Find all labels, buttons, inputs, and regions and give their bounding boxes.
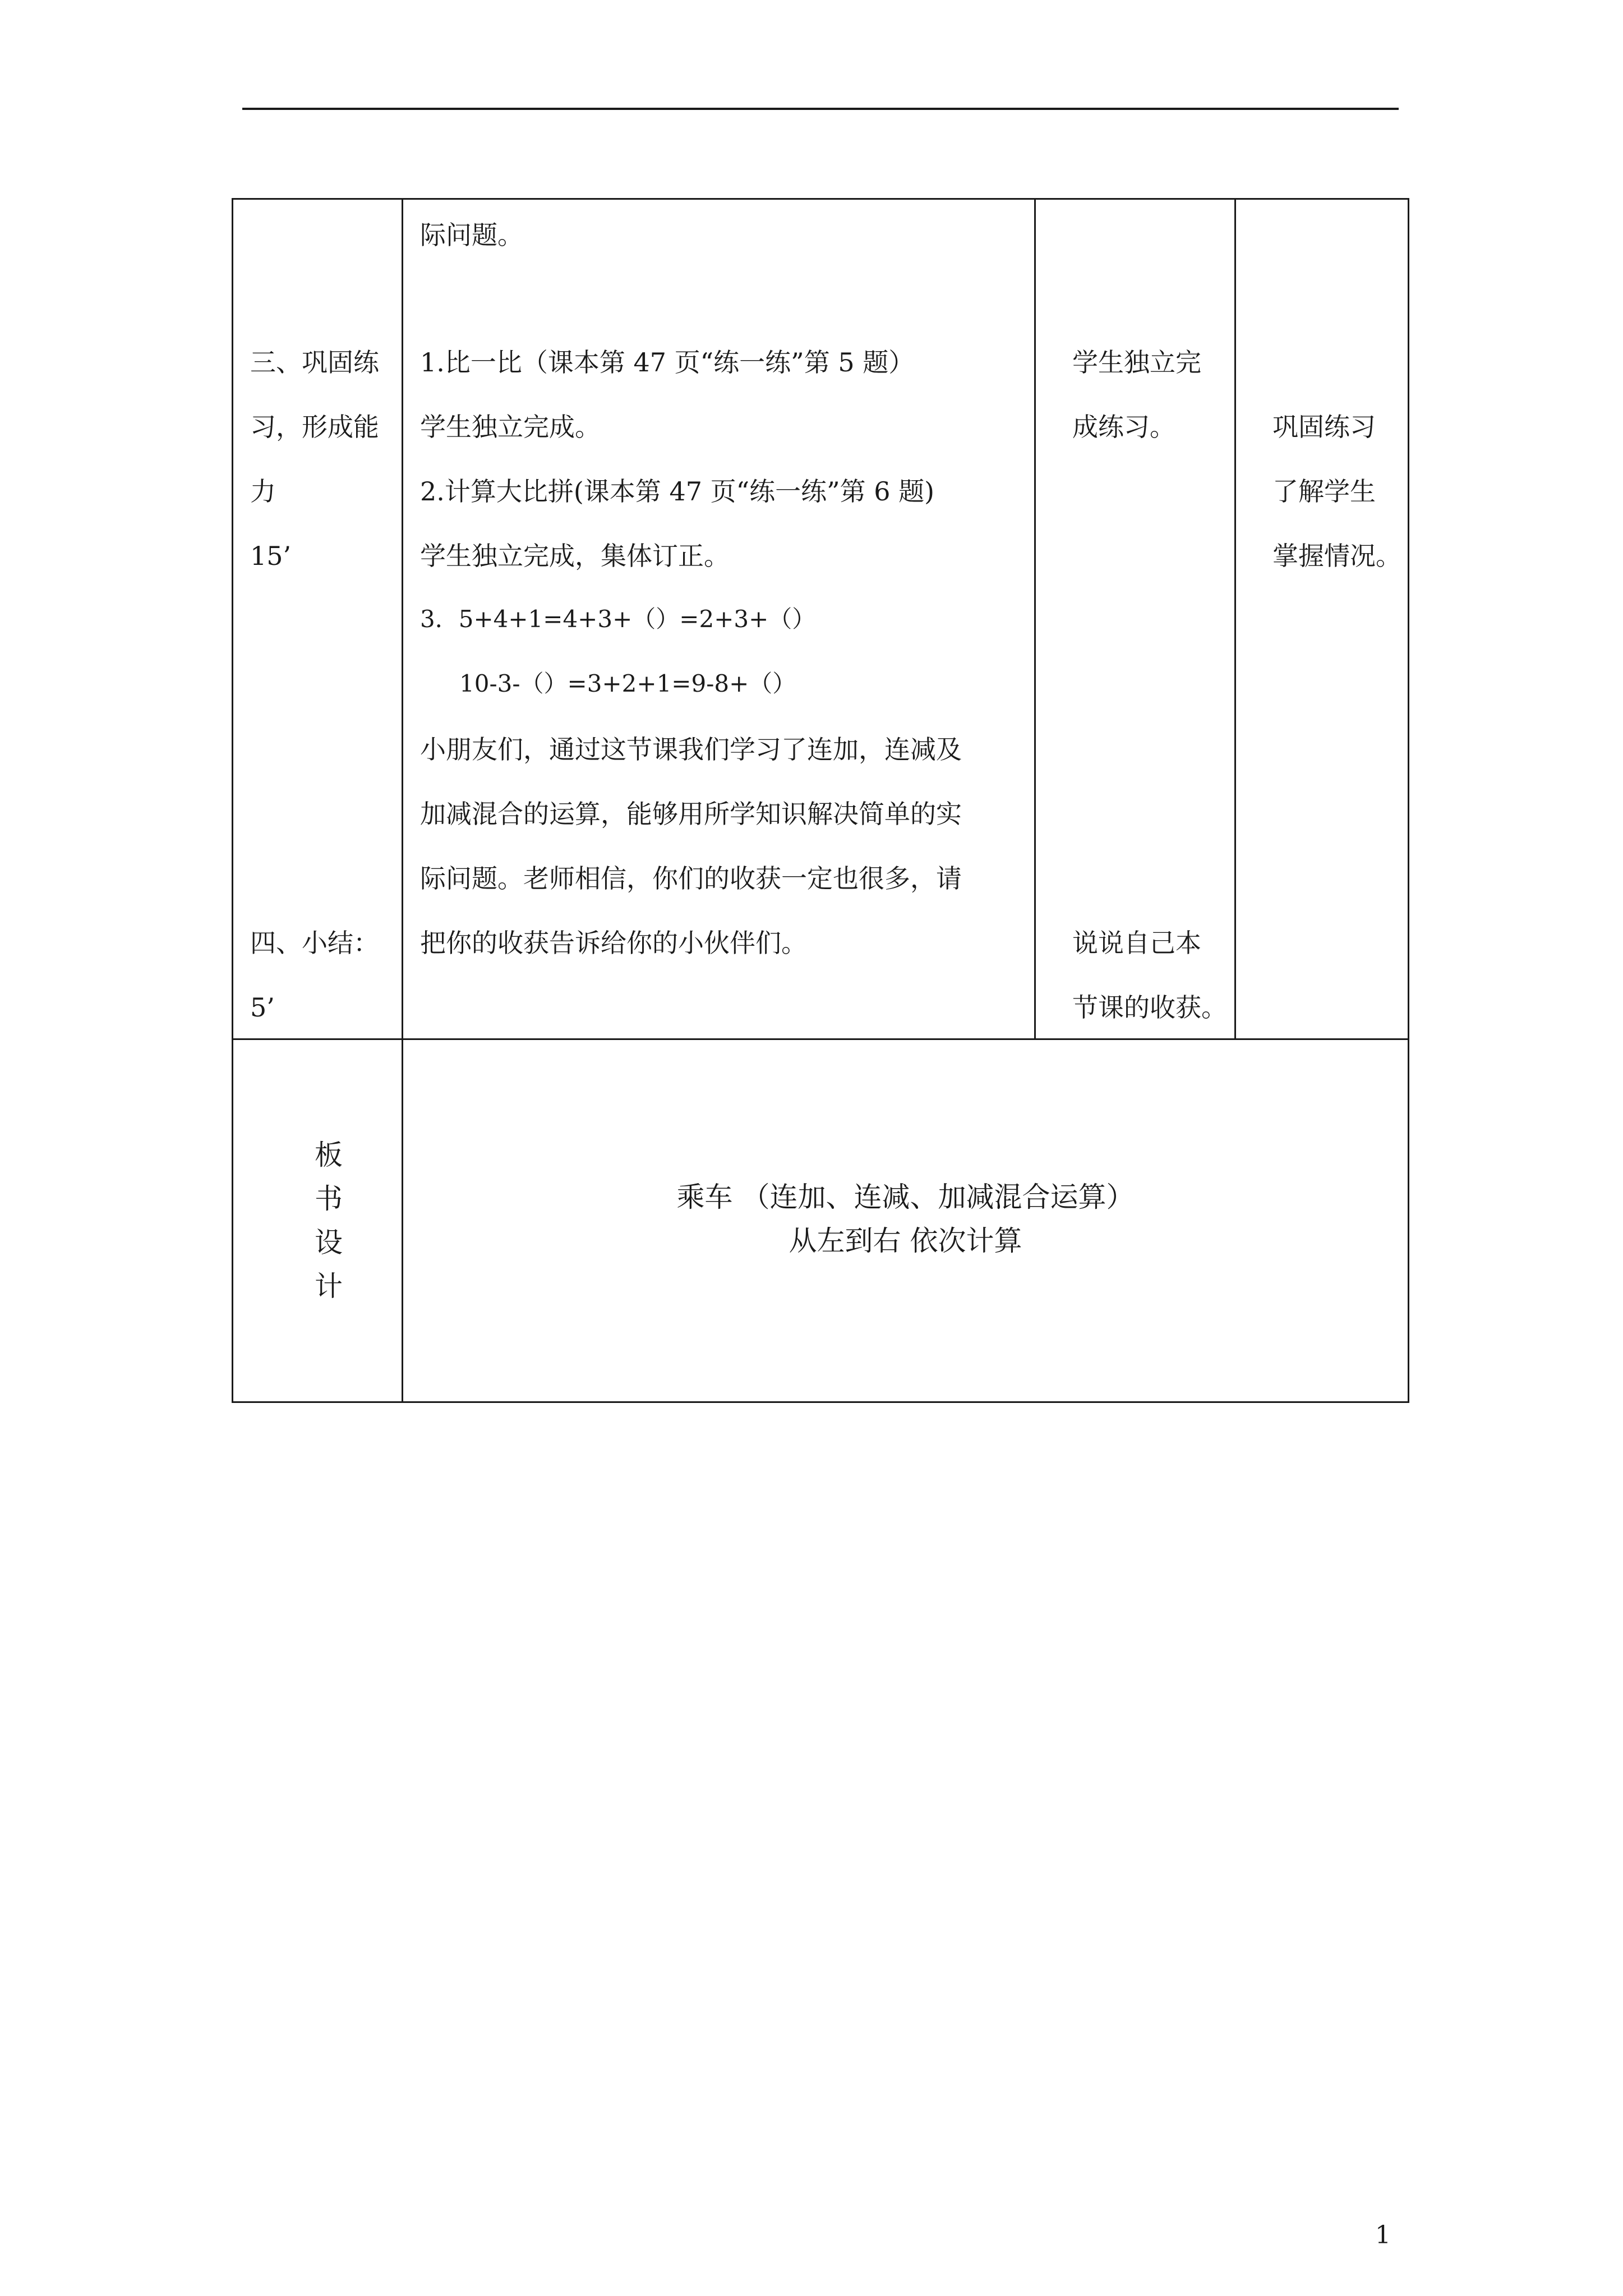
board-label-char-2: 书 — [315, 1182, 343, 1215]
student-activity-cell — [1035, 199, 1235, 1039]
section3-duration: 15’ — [250, 541, 292, 571]
student-practice-line1: 学生独立完 — [1072, 347, 1201, 378]
exercise-2-note: 学生独立完成，集体订正。 — [420, 541, 730, 571]
content-carryover: 际问题。 — [420, 220, 523, 250]
board-design-row — [233, 1039, 1409, 1402]
section3-title-line2: 习，形成能 — [250, 412, 379, 442]
content-cell — [403, 199, 1035, 1039]
page-number: 1 — [1375, 2221, 1391, 2249]
exercise-2: 2.计算大比拼(课本第 47 页“练一练”第 6 题) — [420, 476, 935, 507]
student-summary-line2: 节课的收获。 — [1072, 992, 1227, 1023]
summary-line2: 加减混合的运算，能够用所学知识解决简单的实 — [420, 799, 962, 829]
section3-title-line1: 三、巩固练 — [250, 347, 379, 378]
section4-title: 四、小结： — [250, 928, 379, 958]
stage-cell — [233, 199, 403, 1039]
board-line1: 乘车 （连加、连减、加减混合运算） — [676, 1181, 1135, 1213]
design-intent-cell — [1235, 199, 1409, 1039]
student-summary-line1: 说说自己本 — [1072, 928, 1201, 958]
intent-line1: 巩固练习 — [1272, 412, 1376, 442]
board-line2: 从左到右 依次计算 — [789, 1225, 1022, 1257]
summary-line3: 际问题。老师相信，你们的收获一定也很多，请 — [420, 863, 962, 894]
board-label-char-4: 计 — [315, 1270, 343, 1303]
board-label-char-1: 板 — [315, 1139, 343, 1171]
exercise-1: 1.比一比（课本第 47 页“练一练”第 5 题） — [420, 347, 915, 378]
lesson-plan-table — [232, 198, 1409, 1403]
summary-line4: 把你的收获告诉给你的小伙伴们。 — [420, 928, 807, 958]
exercise-3-line1: 3．5+4+1=4+3+（）=2+3+（） — [420, 605, 816, 633]
board-label-char-3: 设 — [315, 1226, 343, 1259]
exercise-3-line2: 10-3-（）=3+2+1=9-8+（） — [459, 670, 796, 697]
summary-line1: 小朋友们，通过这节课我们学习了连加，连减及 — [420, 734, 962, 765]
header-rule — [242, 108, 1399, 110]
board-label-cell — [233, 1039, 403, 1402]
practice-and-summary-row — [233, 199, 1409, 1039]
student-practice-line2: 成练习。 — [1072, 412, 1175, 442]
intent-line2: 了解学生 — [1272, 476, 1376, 507]
intent-line3: 掌握情况。 — [1272, 541, 1401, 571]
exercise-1-note: 学生独立完成。 — [420, 412, 601, 442]
section3-title-line3: 力 — [250, 476, 276, 507]
board-content-cell — [403, 1039, 1409, 1402]
section4-duration: 5’ — [250, 992, 275, 1023]
